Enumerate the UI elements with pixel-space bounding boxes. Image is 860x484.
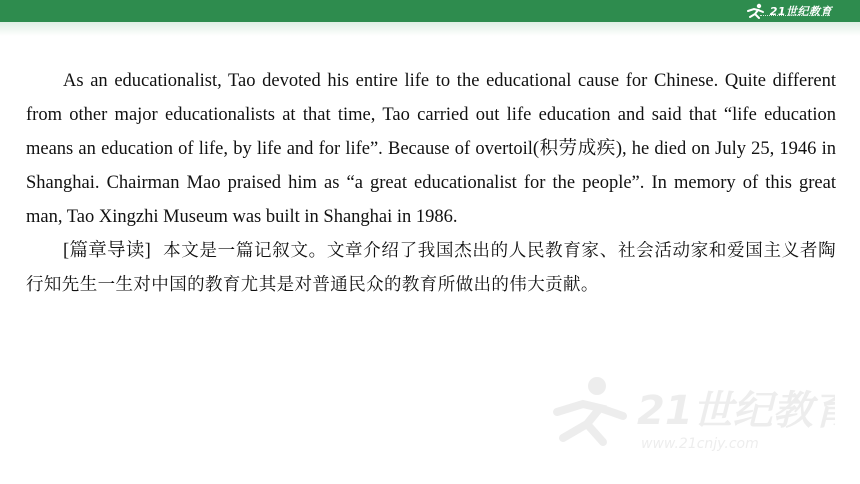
paragraph-guide [26,234,836,302]
watermark-text: 21世纪教育 [637,388,835,434]
watermark-logo [545,372,835,454]
watermark-url: www.21cnjy.com [641,436,759,452]
guide-label: [篇章导读] [63,241,151,261]
paragraph-english: As an educationalist, Tao devoted his entire life to the educational cause for Chinese. Quite different from other major educationalists at that time, Tao carried out life education and said that “life education means an education of life, by life and for life”. Because of overtoil(积劳成疾), he died on July 25, 1946 in Shanghai. Chairman Mao praised him as “a great educationalist for the people”. In memory of this great man, Tao Xingzhi Museum was built in Shanghai in 1986. [26,71,836,227]
logo-underline [760,15,830,18]
header-bar [0,0,860,22]
header-fade [0,22,860,36]
passage [26,64,836,302]
logo-text: 21世纪教育 [769,5,832,18]
guide-text: 本文是一篇记叙文。文章介绍了我国杰出的人民教育家、社会活动家和爱国主义者陶行知先生一生对中国的教育尤其是对普通民众的教育所做出的伟大贡献。 [26,241,836,295]
